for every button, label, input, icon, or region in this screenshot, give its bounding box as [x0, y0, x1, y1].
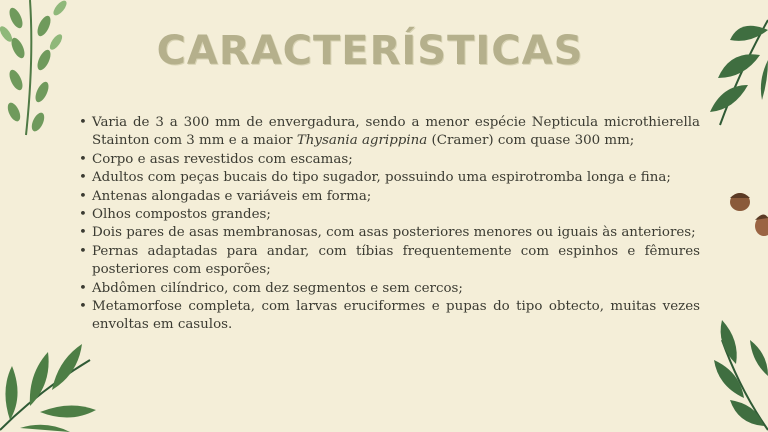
acorns-decoration	[726, 182, 768, 242]
bullet-item: • Varia de 3 a 300 mm de envergadura, sendo a menor espécie Nepticula microthierella Stainton com 3 mm e a maior Thysania agrippina (Cramer) com quase 300 mm;	[92, 114, 700, 151]
bullet-item: • Olhos compostos grandes;	[92, 206, 700, 224]
bullet-item: • Adultos com peças bucais do tipo sugador, possuindo uma espirotromba longa e fina;	[92, 169, 700, 187]
leaves-bottom-right-decoration	[700, 300, 768, 432]
bullet-item: • Abdômen cilíndrico, com dez segmentos e sem cercos;	[92, 280, 700, 298]
slide-title-text: CARACTERÍSTICAS	[156, 28, 584, 74]
species-name-italic: Thysania agrippina	[296, 133, 428, 149]
bullet-item: • Metamorfose completa, com larvas eruciformes e pupas do tipo obtecto, muitas vezes envoltas em casulos.	[92, 298, 700, 335]
bullet-item: • Corpo e asas revestidos com escamas;	[92, 151, 700, 169]
bullet-list	[92, 114, 700, 335]
bullet-item: • Antenas alongadas e variáveis em forma;	[92, 188, 700, 206]
bullet-item: • Dois pares de asas membranosas, com asas posteriores menores ou iguais às anteriores;	[92, 224, 700, 242]
slide-title	[0, 28, 768, 74]
leaves-bottom-left-decoration	[0, 330, 110, 432]
bullet-item: • Pernas adaptadas para andar, com tíbias frequentemente com espinhos e fêmures posteriores com esporões;	[92, 243, 700, 280]
